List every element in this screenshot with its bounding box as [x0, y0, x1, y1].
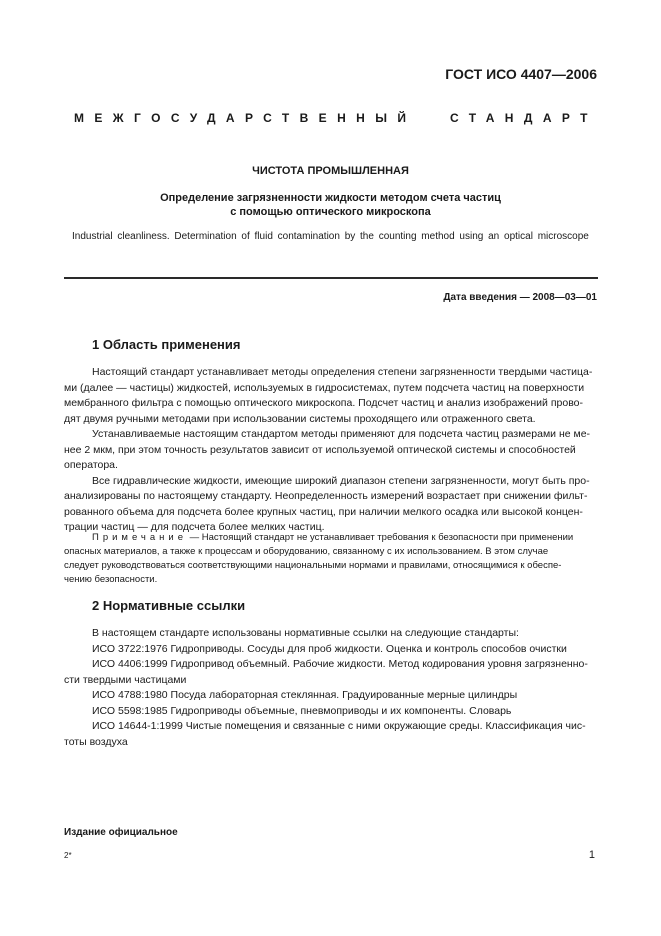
reference-item: ИСО 4788:1980 Посуда лабораторная стеклянная. Градуированные мерные цилиндры: [92, 689, 518, 701]
standard-label: СТАНДАРТ: [450, 111, 598, 125]
body-line: мембранного фильтра с помощью оптического микроскопа. Подсчет частиц и анализ изображений прово-: [64, 397, 583, 409]
note-line: опасных материалов, а также к процессам и оборудованию, связанному с их использованием. В этом случае: [64, 546, 549, 557]
section-2-heading: 2 Нормативные ссылки: [92, 598, 246, 613]
note-label: Примечание: [92, 532, 187, 543]
document-title: ЧИСТОТА ПРОМЫШЛЕННАЯ: [252, 165, 409, 177]
note-line: следует руководствоваться соответствующими национальными нормами и правилами, относящимися к обеспе-: [64, 560, 562, 571]
signature-mark: 2*: [64, 851, 72, 860]
section-1-heading: 1 Область применения: [92, 337, 241, 352]
body-line: Все гидравлические жидкости, имеющие широкий диапазон степени загрязненности, могут быть про-: [92, 474, 590, 487]
official-edition-label: Издание официальное: [64, 827, 178, 838]
introduction-date: Дата введения — 2008—03—01: [443, 292, 597, 303]
body-line: рованного объема для подсчета более крупных частиц, при наличии мелкого осадка или высокой концен-: [64, 505, 583, 518]
body-line: оператора.: [64, 459, 118, 471]
reference-item: ИСО 4406:1999 Гидропривод объемный. Рабочие жидкости. Метод кодирования уровня загрязненно-: [92, 658, 588, 670]
body-line: Настоящий стандарт устанавливает методы определения степени загрязненности твердыми частица-: [92, 366, 593, 378]
body-line: ми (далее — частицы) жидкостей, используемых в гидросистемах, путем подсчета частиц на поверхности: [64, 381, 585, 394]
body-line: дят двумя ручными методами при использовании системы проходящего или отраженного света.: [64, 412, 536, 425]
reference-item: ИСО 14644-1:1999 Чистые помещения и связанные с ними окружающие среды. Классификация чис-: [92, 720, 586, 732]
body-line: Устанавливаемые настоящим стандартом методы применяют для подсчета частиц размерами не ме-: [92, 428, 591, 440]
subtitle-line-1: Определение загрязненности жидкости методом счета частиц: [160, 192, 501, 204]
reference-item: ИСО 5598:1985 Гидроприводы объемные, пневмоприводы и их компоненты. Словарь: [92, 704, 512, 717]
document-code: ГОСТ ИСО 4407—2006: [445, 66, 597, 82]
body-line: трации частиц — для подсчета более мелких частиц.: [64, 521, 325, 533]
section-2-body: [64, 626, 598, 750]
interstate-label: МЕЖГОСУДАРСТВЕННЫЙ: [74, 111, 417, 125]
body-line: нее 2 мкм, при этом точность результатов зависит от используемой оптической системы и способностей: [64, 443, 576, 456]
page-number: 1: [588, 849, 595, 861]
title-divider: [64, 277, 598, 279]
section-1-body: [64, 365, 598, 536]
reference-item-cont: тоты воздуха: [64, 735, 128, 748]
subtitle-line-2: с помощью оптического микроскопа: [230, 206, 431, 218]
note-line: Примечание — Настоящий стандарт не устанавливает требования к безопасности при применении: [92, 532, 574, 543]
section-1-note: [64, 531, 598, 587]
reference-item: ИСО 3722:1976 Гидроприводы. Сосуды для проб жидкости. Оценка и контроль способов очистки: [92, 642, 567, 655]
reference-item-cont: сти твердыми частицами: [64, 673, 187, 686]
body-line: анализированы по настоящему стандарту. Неопределенность измерений возрастает при снижении фильт-: [64, 490, 588, 502]
english-title: Industrial cleanliness. Determination of fluid contamination by the counting method using an optical microscope: [72, 231, 589, 242]
body-line: В настоящем стандарте использованы нормативные ссылки на следующие стандарты:: [92, 627, 519, 639]
note-line: чению безопасности.: [64, 574, 158, 585]
